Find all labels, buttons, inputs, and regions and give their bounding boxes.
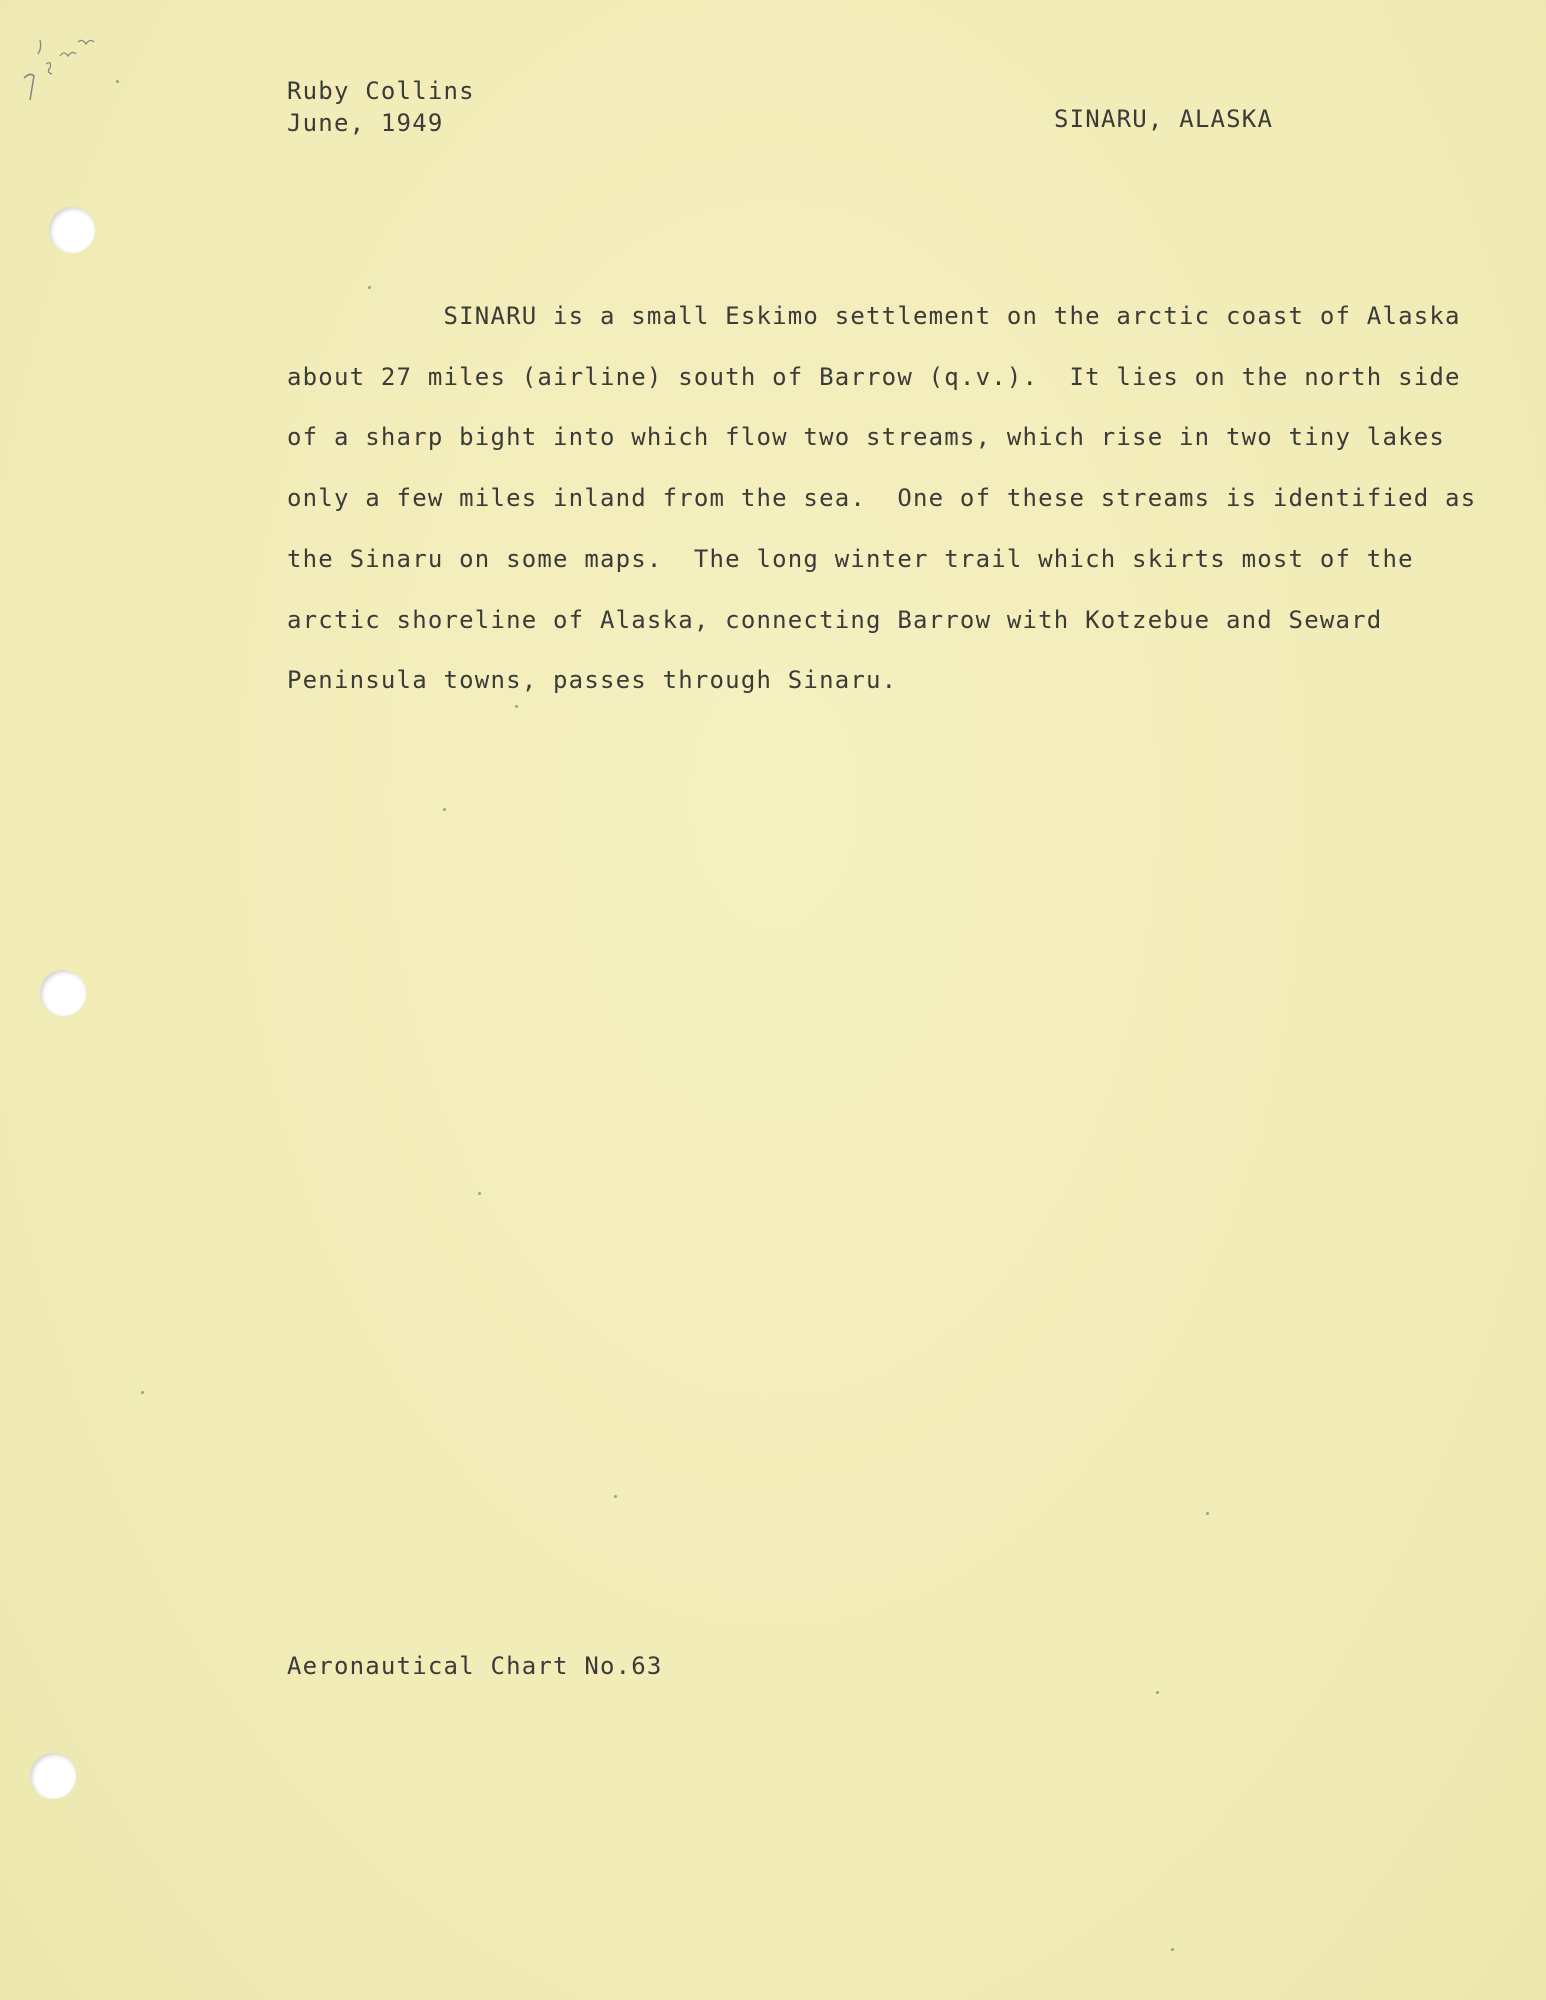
body-line: Peninsula towns, passes through Sinaru. (287, 666, 898, 695)
body-paragraph (287, 286, 1477, 711)
paper-speck (368, 286, 371, 289)
body-line: only a few miles inland from the sea. One of these streams is identified as (287, 484, 1477, 513)
place-heading: SINARU, ALASKA (1054, 105, 1274, 133)
paper-speck (1171, 1948, 1174, 1951)
author-name: Ruby Collins (287, 77, 475, 105)
paper-speck (1206, 1512, 1209, 1515)
paper-speck (116, 80, 119, 83)
paper-speck (515, 705, 518, 708)
paper-speck (478, 1192, 481, 1195)
body-line: SINARU is a small Eskimo settlement on the arctic coast of Alaska (287, 302, 1461, 330)
pencil-scribble-mark (16, 20, 106, 110)
punch-hole-bottom (30, 1753, 76, 1799)
paper-speck (443, 808, 446, 811)
paper-speck (614, 1495, 617, 1498)
document-date: June, 1949 (287, 109, 444, 137)
punch-hole-top (49, 207, 95, 253)
body-line: of a sharp bight into which flow two streams, which rise in two tiny lakes (287, 423, 1446, 452)
body-line: the Sinaru on some maps. The long winter trail which skirts most of the (287, 544, 1414, 573)
paper-speck (1156, 1691, 1159, 1694)
body-line: arctic shoreline of Alaska, connecting Barrow with Kotzebue and Seward (287, 605, 1383, 634)
punch-hole-middle (40, 970, 86, 1016)
paper-speck (141, 1391, 144, 1394)
chart-reference: Aeronautical Chart No.63 (287, 1652, 663, 1680)
body-line: about 27 miles (airline) south of Barrow (q.v.). It lies on the north side (287, 362, 1461, 391)
